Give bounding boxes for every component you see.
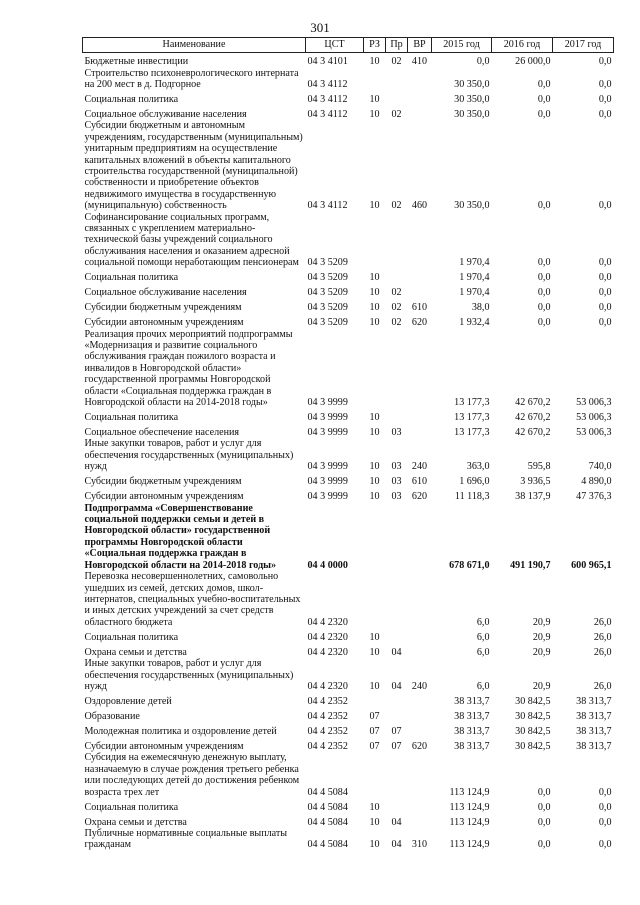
row-name: Субсидии автономным учреждениям — [84, 740, 244, 752]
row-value-2016: 30 842,5 — [515, 695, 551, 707]
row-cst: 04 3 4112 — [307, 93, 348, 105]
row-rz: 10 — [369, 200, 380, 212]
row-vr: 240 — [411, 680, 428, 692]
row-pr: 04 — [391, 646, 402, 658]
row-value-2016: 0,0 — [537, 317, 551, 329]
row-vr — [408, 105, 432, 120]
row-value-2016: 26 000,0 — [515, 56, 551, 68]
table-row — [83, 105, 614, 120]
row-cst: 04 4 5084 — [307, 786, 348, 798]
row-value-2016: 0,0 — [537, 272, 551, 284]
row-value-2015: 113 124,9 — [449, 816, 490, 828]
row-value-2015: 363,0 — [466, 461, 490, 473]
row-rz: 10 — [369, 287, 380, 299]
row-rz: 10 — [369, 317, 380, 329]
table-row — [83, 707, 614, 722]
row-value-2016: 0,0 — [537, 78, 551, 90]
table-row — [83, 68, 614, 91]
table-row — [83, 329, 614, 409]
row-value-2016: 20,9 — [532, 646, 551, 658]
table-row — [83, 798, 614, 813]
row-rz: 07 — [369, 725, 380, 737]
row-value-2015: 113 124,9 — [449, 786, 490, 798]
row-value-2015: 1 932,4 — [459, 317, 490, 329]
row-rz: 10 — [369, 93, 380, 105]
row-value-2015: 1 970,4 — [459, 257, 490, 269]
row-cst: 04 4 2320 — [307, 646, 348, 658]
row-cst: 04 3 4112 — [307, 108, 348, 120]
row-rz: 10 — [369, 816, 380, 828]
row-vr — [408, 722, 432, 737]
row-name: Социальное обеспечение населения — [84, 427, 240, 439]
table-row — [83, 628, 614, 643]
row-pr: 04 — [391, 816, 402, 828]
row-rz: 10 — [369, 680, 380, 692]
row-value-2017: 0,0 — [598, 108, 612, 120]
table-row — [83, 737, 614, 752]
row-vr — [408, 408, 432, 423]
row-pr — [386, 503, 408, 571]
row-value-2016: 0,0 — [537, 839, 551, 851]
row-value-2017: 26,0 — [593, 616, 612, 628]
row-value-2016: 0,0 — [537, 816, 551, 828]
row-cst: 04 3 4112 — [307, 200, 348, 212]
row-value-2016: 491 190,7 — [510, 559, 551, 571]
table-row — [83, 692, 614, 707]
header-vr: ВР — [408, 38, 432, 53]
row-vr — [408, 707, 432, 722]
row-value-2017: 0,0 — [598, 816, 612, 828]
row-value-2016: 0,0 — [537, 200, 551, 212]
row-value-2017: 4 890,0 — [581, 476, 612, 488]
row-value-2015: 113 124,9 — [449, 839, 490, 851]
row-value-2015: 11 118,3 — [454, 491, 490, 503]
table-row — [83, 90, 614, 105]
row-cst: 04 3 5209 — [307, 302, 348, 314]
row-vr — [408, 90, 432, 105]
row-cst: 04 4 5084 — [307, 801, 348, 813]
row-value-2017: 0,0 — [598, 839, 612, 851]
table-row — [83, 53, 614, 68]
row-name: Реализация прочих мероприятий подпрограммы «Модернизация и развитие социального обслуживания граждан пожилого возраста и инвалидов в Новгородской области» государственной программы Новгородской области «Социальная поддержка граждан в Новгородской области на 2014-2018 годы» — [84, 328, 293, 409]
row-name: Софинансирование социальных программ, связанных с укреплением материально-технической базы учреждений социального обслуживания населения и оказанием адресной социальной помощи неработающим пенсионерам — [84, 211, 299, 269]
row-value-2015: 13 177,3 — [454, 397, 490, 409]
row-rz: 07 — [369, 710, 380, 722]
table-row — [83, 299, 614, 314]
row-name: Оздоровление детей — [84, 695, 172, 707]
row-vr — [408, 329, 432, 409]
row-pr — [386, 329, 408, 409]
header-rz: РЗ — [364, 38, 386, 53]
row-vr — [408, 571, 432, 628]
row-vr — [408, 269, 432, 284]
table-row — [83, 473, 614, 488]
row-value-2015: 30 350,0 — [454, 200, 490, 212]
row-vr — [408, 68, 432, 91]
row-rz: 10 — [369, 631, 380, 643]
row-pr: 03 — [391, 476, 402, 488]
row-value-2016: 3 936,5 — [520, 476, 551, 488]
table-row — [83, 408, 614, 423]
row-name: Социальное обслуживание населения — [84, 108, 247, 120]
row-pr — [386, 752, 408, 798]
row-vr — [408, 503, 432, 571]
row-value-2015: 0,0 — [476, 56, 490, 68]
row-pr — [386, 212, 408, 269]
row-value-2015: 1 970,4 — [459, 272, 490, 284]
table-row — [83, 658, 614, 692]
row-value-2016: 30 842,5 — [515, 710, 551, 722]
row-cst: 04 4 2352 — [307, 710, 348, 722]
row-name: Социальная политика — [84, 631, 179, 643]
page-number: 301 — [310, 20, 330, 35]
row-name: Субсидии бюджетным учреждениям — [84, 302, 242, 314]
row-value-2015: 38 313,7 — [454, 710, 490, 722]
row-value-2017: 740,0 — [588, 461, 612, 473]
row-pr: 02 — [391, 108, 402, 120]
row-vr: 240 — [411, 461, 428, 473]
row-vr — [408, 813, 432, 828]
row-vr — [408, 212, 432, 269]
row-cst: 04 3 9999 — [307, 412, 348, 424]
row-cst: 04 4 0000 — [307, 559, 348, 571]
row-pr — [386, 408, 408, 423]
row-rz: 10 — [369, 412, 380, 424]
row-value-2017: 47 376,3 — [576, 491, 612, 503]
row-name: Охрана семьи и детства — [84, 816, 187, 828]
row-cst: 04 4 2352 — [307, 740, 348, 752]
header-2017: 2017 год — [553, 38, 614, 53]
row-rz: 10 — [369, 427, 380, 439]
row-pr — [386, 628, 408, 643]
row-value-2017: 53 006,3 — [576, 412, 612, 424]
row-cst: 04 4 2320 — [307, 616, 348, 628]
row-vr: 610 — [411, 476, 428, 488]
header-2016: 2016 год — [492, 38, 553, 53]
row-value-2015: 38 313,7 — [454, 695, 490, 707]
table-row — [83, 722, 614, 737]
row-name: Социальная политика — [84, 412, 179, 424]
row-value-2016: 30 842,5 — [515, 740, 551, 752]
row-cst: 04 4 5084 — [307, 816, 348, 828]
row-value-2015: 678 671,0 — [449, 559, 490, 571]
row-name: Субсидии автономным учреждениям — [84, 317, 244, 329]
row-name: Бюджетные инвестиции — [84, 56, 189, 68]
row-name: Социальная политика — [84, 272, 179, 284]
row-cst: 04 4 2320 — [307, 631, 348, 643]
row-value-2015: 30 350,0 — [454, 93, 490, 105]
row-value-2017: 600 965,1 — [571, 559, 612, 571]
row-name: Перевозка несовершеннолетних, самовольно ушедших из семей, детских домов, школ-интернатов, специальных учебно-воспитательных и иных детских учреждений за счет средств областного бюджета — [84, 571, 301, 628]
row-vr: 620 — [411, 740, 428, 752]
row-vr: 410 — [411, 56, 428, 68]
row-value-2016: 0,0 — [537, 93, 551, 105]
row-value-2015: 38 313,7 — [454, 725, 490, 737]
row-vr: 460 — [411, 200, 428, 212]
row-value-2017: 38 313,7 — [576, 740, 612, 752]
table-row — [83, 643, 614, 658]
row-cst: 04 3 5209 — [307, 257, 348, 269]
row-value-2015: 30 350,0 — [454, 108, 490, 120]
row-value-2016: 38 137,9 — [515, 491, 551, 503]
row-value-2017: 53 006,3 — [576, 427, 612, 439]
header-2015: 2015 год — [432, 38, 492, 53]
row-pr: 02 — [391, 56, 402, 68]
row-value-2017: 26,0 — [593, 646, 612, 658]
row-vr — [408, 643, 432, 658]
row-value-2015: 113 124,9 — [449, 801, 490, 813]
row-rz: 10 — [369, 302, 380, 314]
row-pr: 02 — [391, 200, 402, 212]
row-pr — [386, 798, 408, 813]
row-rz: 10 — [369, 108, 380, 120]
row-rz — [364, 212, 386, 269]
row-pr — [386, 90, 408, 105]
row-rz: 10 — [369, 272, 380, 284]
row-value-2015: 6,0 — [476, 680, 490, 692]
row-rz: 10 — [369, 839, 380, 851]
row-vr — [408, 284, 432, 299]
row-value-2017: 0,0 — [598, 786, 612, 798]
row-value-2017: 0,0 — [598, 56, 612, 68]
row-rz: 10 — [369, 801, 380, 813]
table-row — [83, 314, 614, 329]
row-value-2016: 42 670,2 — [515, 412, 551, 424]
table-row — [83, 752, 614, 798]
row-vr: 310 — [411, 839, 428, 851]
row-pr — [386, 68, 408, 91]
row-value-2017: 0,0 — [598, 93, 612, 105]
row-name: Публичные нормативные социальные выплаты гражданам — [84, 827, 288, 851]
row-value-2015: 13 177,3 — [454, 427, 490, 439]
row-name: Социальное обслуживание населения — [84, 287, 247, 299]
row-cst: 04 4 5084 — [307, 839, 348, 851]
row-value-2017: 0,0 — [598, 257, 612, 269]
row-value-2015: 38 313,7 — [454, 740, 490, 752]
row-name: Иные закупки товаров, работ и услуг для обеспечения государственных (муниципальных) нужд — [84, 438, 294, 473]
row-pr — [386, 692, 408, 707]
row-value-2015: 30 350,0 — [454, 78, 490, 90]
row-name: Подпрограмма «Совершенствование социальной поддержки семьи и детей в Новгородской области» государственной программы Новгородской области «Социальная поддержка граждан в Новгородской области на 2014-2018 годы» — [84, 502, 277, 571]
row-rz: 10 — [369, 646, 380, 658]
table-row — [83, 488, 614, 503]
row-value-2017: 0,0 — [598, 78, 612, 90]
row-value-2015: 38,0 — [471, 302, 490, 314]
row-value-2016: 30 842,5 — [515, 725, 551, 737]
row-pr: 03 — [391, 491, 402, 503]
row-value-2017: 0,0 — [598, 317, 612, 329]
row-value-2016: 0,0 — [537, 302, 551, 314]
row-value-2016: 0,0 — [537, 801, 551, 813]
row-value-2017: 0,0 — [598, 302, 612, 314]
row-vr — [408, 752, 432, 798]
row-name: Субсидии бюджетным учреждениям — [84, 476, 242, 488]
row-name: Охрана семьи и детства — [84, 646, 187, 658]
row-pr: 04 — [391, 839, 402, 851]
row-value-2017: 26,0 — [593, 680, 612, 692]
table-row — [83, 423, 614, 438]
row-vr: 620 — [411, 491, 428, 503]
row-vr: 610 — [411, 302, 428, 314]
row-rz — [364, 503, 386, 571]
row-pr — [386, 269, 408, 284]
row-rz: 07 — [369, 740, 380, 752]
table-body — [83, 53, 614, 851]
row-pr: 07 — [391, 740, 402, 752]
row-cst: 04 3 5209 — [307, 317, 348, 329]
table-row — [83, 438, 614, 472]
row-rz: 10 — [369, 491, 380, 503]
row-cst: 04 3 9999 — [307, 461, 348, 473]
row-value-2017: 38 313,7 — [576, 725, 612, 737]
row-cst: 04 4 2352 — [307, 725, 348, 737]
row-value-2016: 20,9 — [532, 616, 551, 628]
row-pr: 04 — [391, 680, 402, 692]
row-cst: 04 3 9999 — [307, 476, 348, 488]
row-vr — [408, 628, 432, 643]
row-rz — [364, 329, 386, 409]
table-row — [83, 120, 614, 211]
row-value-2017: 26,0 — [593, 631, 612, 643]
row-cst: 04 3 9999 — [307, 427, 348, 439]
row-vr — [408, 798, 432, 813]
row-value-2017: 0,0 — [598, 200, 612, 212]
row-cst: 04 3 5209 — [307, 272, 348, 284]
row-value-2017: 0,0 — [598, 272, 612, 284]
row-pr: 07 — [391, 725, 402, 737]
row-name: Социальная политика — [84, 93, 179, 105]
row-name: Молодежная политика и оздоровление детей — [84, 725, 277, 737]
row-name: Образование — [84, 710, 140, 722]
row-name: Субсидия на ежемесячную денежную выплату, назначаемую в случае рождения третьего ребенка или последующих детей до достижения ребенком возраста трех лет — [84, 752, 300, 798]
row-cst: 04 3 9999 — [307, 491, 348, 503]
row-value-2016: 0,0 — [537, 287, 551, 299]
row-name: Субсидии бюджетным и автономным учреждениям, государственным (муниципальным) унитарным предприятиям на осуществление капитальных вложений в объекты капитального строительства государственной (муниципальной) собственности и приобретение объектов недвижимого имущества в государственную (муниципальную) собственность — [84, 120, 303, 212]
row-pr: 02 — [391, 287, 402, 299]
row-pr — [386, 707, 408, 722]
row-value-2016: 0,0 — [537, 786, 551, 798]
row-pr — [386, 571, 408, 628]
row-cst: 04 3 4112 — [307, 78, 348, 90]
row-pr: 03 — [391, 427, 402, 439]
row-rz — [364, 68, 386, 91]
row-cst: 04 3 5209 — [307, 287, 348, 299]
row-cst: 04 4 2352 — [307, 695, 348, 707]
budget-table — [82, 37, 614, 851]
header-name: Наименование — [83, 38, 306, 53]
table-row — [83, 828, 614, 851]
row-value-2017: 38 313,7 — [576, 710, 612, 722]
row-name: Иные закупки товаров, работ и услуг для обеспечения государственных (муниципальных) нужд — [84, 658, 294, 692]
header-cst: ЦСТ — [306, 38, 364, 53]
table-row — [83, 571, 614, 628]
row-value-2016: 20,9 — [532, 631, 551, 643]
row-cst: 04 3 4101 — [307, 56, 348, 68]
row-pr: 03 — [391, 461, 402, 473]
row-cst: 04 4 2320 — [307, 680, 348, 692]
row-rz — [364, 571, 386, 628]
header-pr: Пр — [386, 38, 408, 53]
row-pr: 02 — [391, 317, 402, 329]
row-name: Социальная политика — [84, 801, 179, 813]
row-value-2016: 20,9 — [532, 680, 551, 692]
row-value-2015: 1 970,4 — [459, 287, 490, 299]
row-vr: 620 — [411, 317, 428, 329]
row-rz: 10 — [369, 56, 380, 68]
row-value-2017: 38 313,7 — [576, 695, 612, 707]
row-value-2015: 6,0 — [476, 646, 490, 658]
row-rz — [364, 692, 386, 707]
row-value-2016: 42 670,2 — [515, 397, 551, 409]
row-value-2016: 42 670,2 — [515, 427, 551, 439]
row-value-2016: 0,0 — [537, 108, 551, 120]
table-row — [83, 284, 614, 299]
row-value-2017: 53 006,3 — [576, 397, 612, 409]
row-value-2017: 0,0 — [598, 801, 612, 813]
row-value-2015: 6,0 — [476, 631, 490, 643]
table-row — [83, 269, 614, 284]
row-rz — [364, 752, 386, 798]
row-vr — [408, 423, 432, 438]
row-pr: 02 — [391, 302, 402, 314]
row-value-2015: 1 696,0 — [459, 476, 490, 488]
row-rz: 10 — [369, 461, 380, 473]
table-row — [83, 503, 614, 571]
row-cst: 04 3 9999 — [307, 397, 348, 409]
row-name: Строительство психоневрологического интерната на 200 мест в д. Подгорное — [84, 67, 299, 90]
row-value-2015: 13 177,3 — [454, 412, 490, 424]
row-value-2016: 0,0 — [537, 257, 551, 269]
row-value-2015: 6,0 — [476, 616, 490, 628]
row-vr — [408, 692, 432, 707]
table-row — [83, 212, 614, 269]
row-name: Субсидии автономным учреждениям — [84, 491, 244, 503]
row-rz: 10 — [369, 476, 380, 488]
table-row — [83, 813, 614, 828]
table-header-row — [83, 38, 614, 53]
row-value-2016: 595,8 — [527, 461, 551, 473]
row-value-2017: 0,0 — [598, 287, 612, 299]
